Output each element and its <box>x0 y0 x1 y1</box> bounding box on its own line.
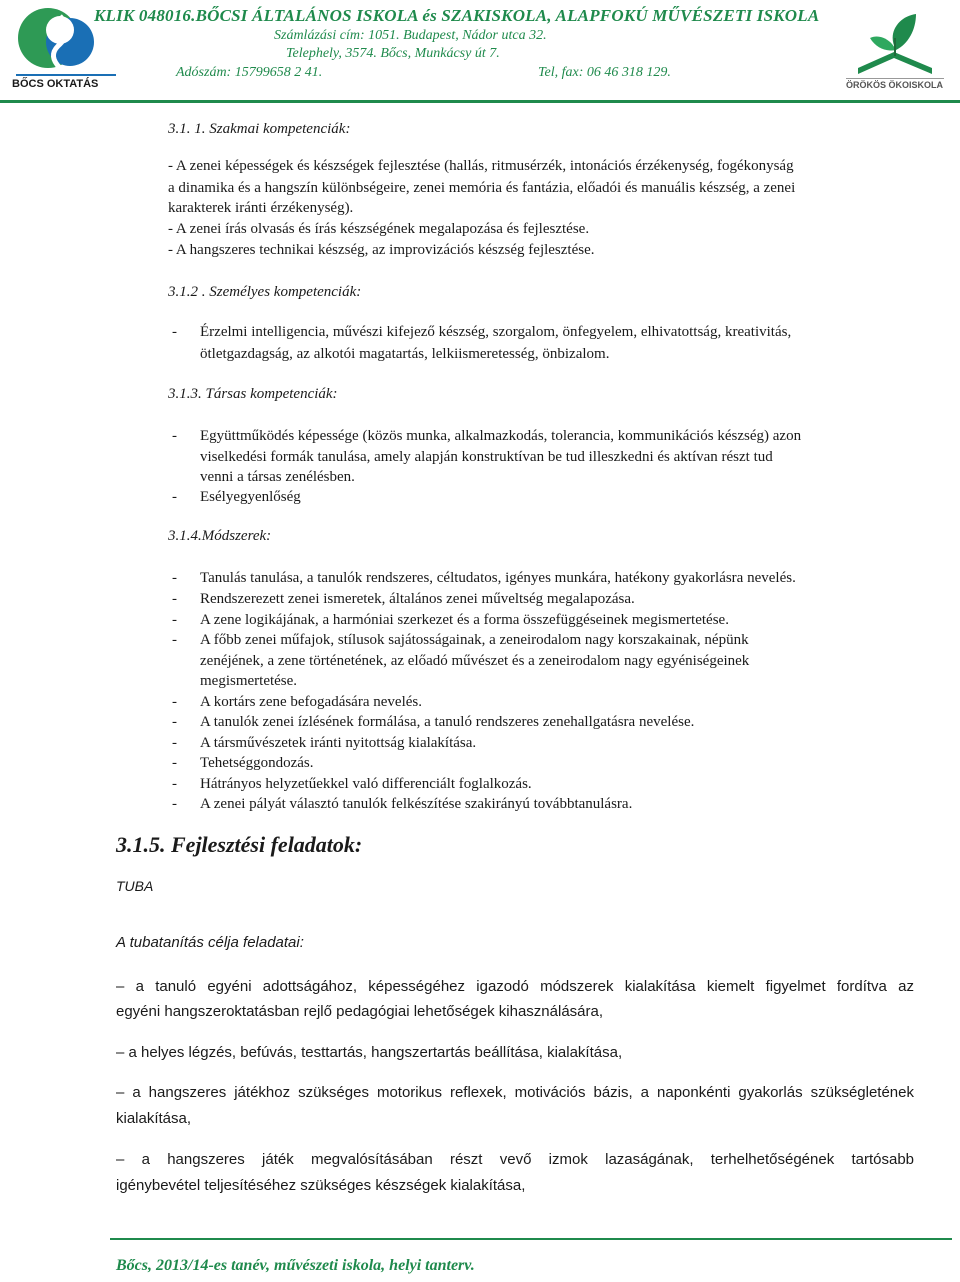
section-313-heading: 3.1.3. Társas kompetenciák: <box>168 386 338 402</box>
goals-heading: A tubatanítás célja feladatai: <box>116 934 304 951</box>
bullet-dash: - <box>172 735 177 751</box>
s314-item-cont: megismertetése. <box>200 673 298 689</box>
s311-p3: - A hangszeres technikai készség, az improvizációs készség fejlesztése. <box>168 242 595 258</box>
bullet-dash: - <box>172 489 177 505</box>
bullet-dash: - <box>172 694 177 710</box>
s313-item1-line2: viselkedési formák tanulása, amely alapján konstruktívan be tud illeszkedni és aktívan részt tud <box>200 449 773 465</box>
goal-item: – a hangszeres játékhoz szükséges motorikus reflexek, motivációs bázis, a naponkénti gyakorlás szükségletének <box>116 1084 914 1101</box>
s314-item: A tanulók zenei ízlésének formálása, a tanuló rendszeres zenehallgatásra nevelése. <box>200 714 695 730</box>
logo-left-caption: BŐCS OKTATÁS <box>12 78 99 90</box>
bullet-dash: - <box>172 796 177 812</box>
s313-item2: Esélyegyenlőség <box>200 489 301 505</box>
logo-right-caption: ÖRÖKÖS ÖKOISKOLA <box>846 80 944 90</box>
s311-p1-line3: karakterek iránti érzékenység). <box>168 200 354 216</box>
goal-item: – a tanuló egyéni adottságához, képességéhez igazodó módszerek kialakítása kiemelt figyelmet fordítva az <box>116 978 914 995</box>
s314-item: A zenei pályát választó tanulók felkészítése szakirányú továbbtanulásra. <box>200 796 633 812</box>
goal-item-cont: egyéni hangszeroktatásban rejlő pedagógiai lehetőségek kihasználására, <box>116 1003 604 1020</box>
bullet-dash: - <box>172 324 177 340</box>
section-312-heading: 3.1.2 . Személyes kompetenciák: <box>168 284 362 300</box>
goal-item: – a helyes légzés, befúvás, testtartás, hangszertartás beállítása, kialakítása, <box>116 1044 623 1061</box>
bullet-dash: - <box>172 632 177 648</box>
s312-line1: Érzelmi intelligencia, művészi kifejező készség, szorgalom, önfegyelem, elhivatottság, kreativitás, <box>200 324 792 340</box>
tax-id: Adószám: 15799658 2 41. <box>176 65 323 80</box>
goal-item-cont: igénybevétel teljesítéséhez szükséges készségek kialakítása, <box>116 1177 526 1194</box>
bullet-dash: - <box>172 612 177 628</box>
s314-item: Rendszerezett zenei ismeretek, általános zenei műveltség megalapozása. <box>200 591 635 607</box>
phone-fax: Tel, fax: 06 46 318 129. <box>538 65 671 80</box>
section-314-heading: 3.1.4.Módszerek: <box>168 528 272 544</box>
s311-p1-line2: a dinamika és a hangszín különbségeire, zenei memória és fantázia, előadói és manuális készség, a zenei <box>168 180 796 196</box>
s313-item1-line3: venni a társas zenélésben. <box>200 469 355 485</box>
bullet-dash: - <box>172 570 177 586</box>
s312-line2: ötletgazdagság, az alkotói magatartás, lelkiismeretesség, önbizalom. <box>200 346 610 362</box>
s313-item1-line1: Együttműködés képessége (közös munka, alkalmazkodás, tolerancia, kommunikációs készség) azon <box>200 428 802 444</box>
school-name: KLIK 048016.BŐCSI ÁLTALÁNOS ISKOLA és SZAKISKOLA, ALAPFOKÚ MŰVÉSZETI ISKOLA <box>94 6 820 25</box>
s311-p2: - A zenei írás olvasás és írás készségének megalapozása és fejlesztése. <box>168 221 590 237</box>
bullet-dash: - <box>172 776 177 792</box>
footer-text: Bőcs, 2013/14-es tanév, művészeti iskola, helyi tanterv. <box>116 1257 475 1274</box>
s314-item: A zene logikájának, a harmóniai szerkezet és a forma összefüggéseinek megismertetése. <box>200 612 729 628</box>
s314-item: A kortárs zene befogadására nevelés. <box>200 694 422 710</box>
billing-address: Számlázási cím: 1051. Budapest, Nádor utca 32. <box>274 28 547 43</box>
s314-item: Hátrányos helyzetűekkel való differenciált foglalkozás. <box>200 776 532 792</box>
footer-divider <box>110 1238 952 1240</box>
header-divider <box>0 100 960 103</box>
bullet-dash: - <box>172 714 177 730</box>
bullet-dash: - <box>172 591 177 607</box>
s314-item-cont: zenéjének, a zene történetének, az előadó művészet és a zeneirodalom nagy egyéniségeinek <box>200 653 750 669</box>
s314-item: A társművészetek iránti nyitottság kialakítása. <box>200 735 477 751</box>
instrument-label: TUBA <box>116 878 154 894</box>
s314-item: A főbb zenei műfajok, stílusok sajátosságainak, a zeneirodalom nagy korszakainak, népünk <box>200 632 749 648</box>
bullet-dash: - <box>172 755 177 771</box>
s311-p1-line1: - A zenei képességek és készségek fejlesztése (hallás, ritmusérzék, intonációs érzékenység, fogékonyság <box>168 158 794 174</box>
s314-item: Tanulás tanulása, a tanulók rendszeres, céltudatos, igényes munkára, hatékony gyakorlásra nevelés. <box>200 570 796 586</box>
site-address: Telephely, 3574. Bőcs, Munkácsy út 7. <box>286 46 500 61</box>
goal-item-cont: kialakítása, <box>116 1110 192 1127</box>
section-311-heading: 3.1. 1. Szakmai kompetenciák: <box>168 121 351 137</box>
bullet-dash: - <box>172 428 177 444</box>
s314-item: Tehetséggondozás. <box>200 755 314 771</box>
section-315-heading: 3.1.5. Fejlesztési feladatok: <box>116 832 363 857</box>
goal-item: – a hangszeres játék megvalósításában részt vevő izmok lazaságának, terhelhetőségének tartósabb <box>116 1151 914 1168</box>
